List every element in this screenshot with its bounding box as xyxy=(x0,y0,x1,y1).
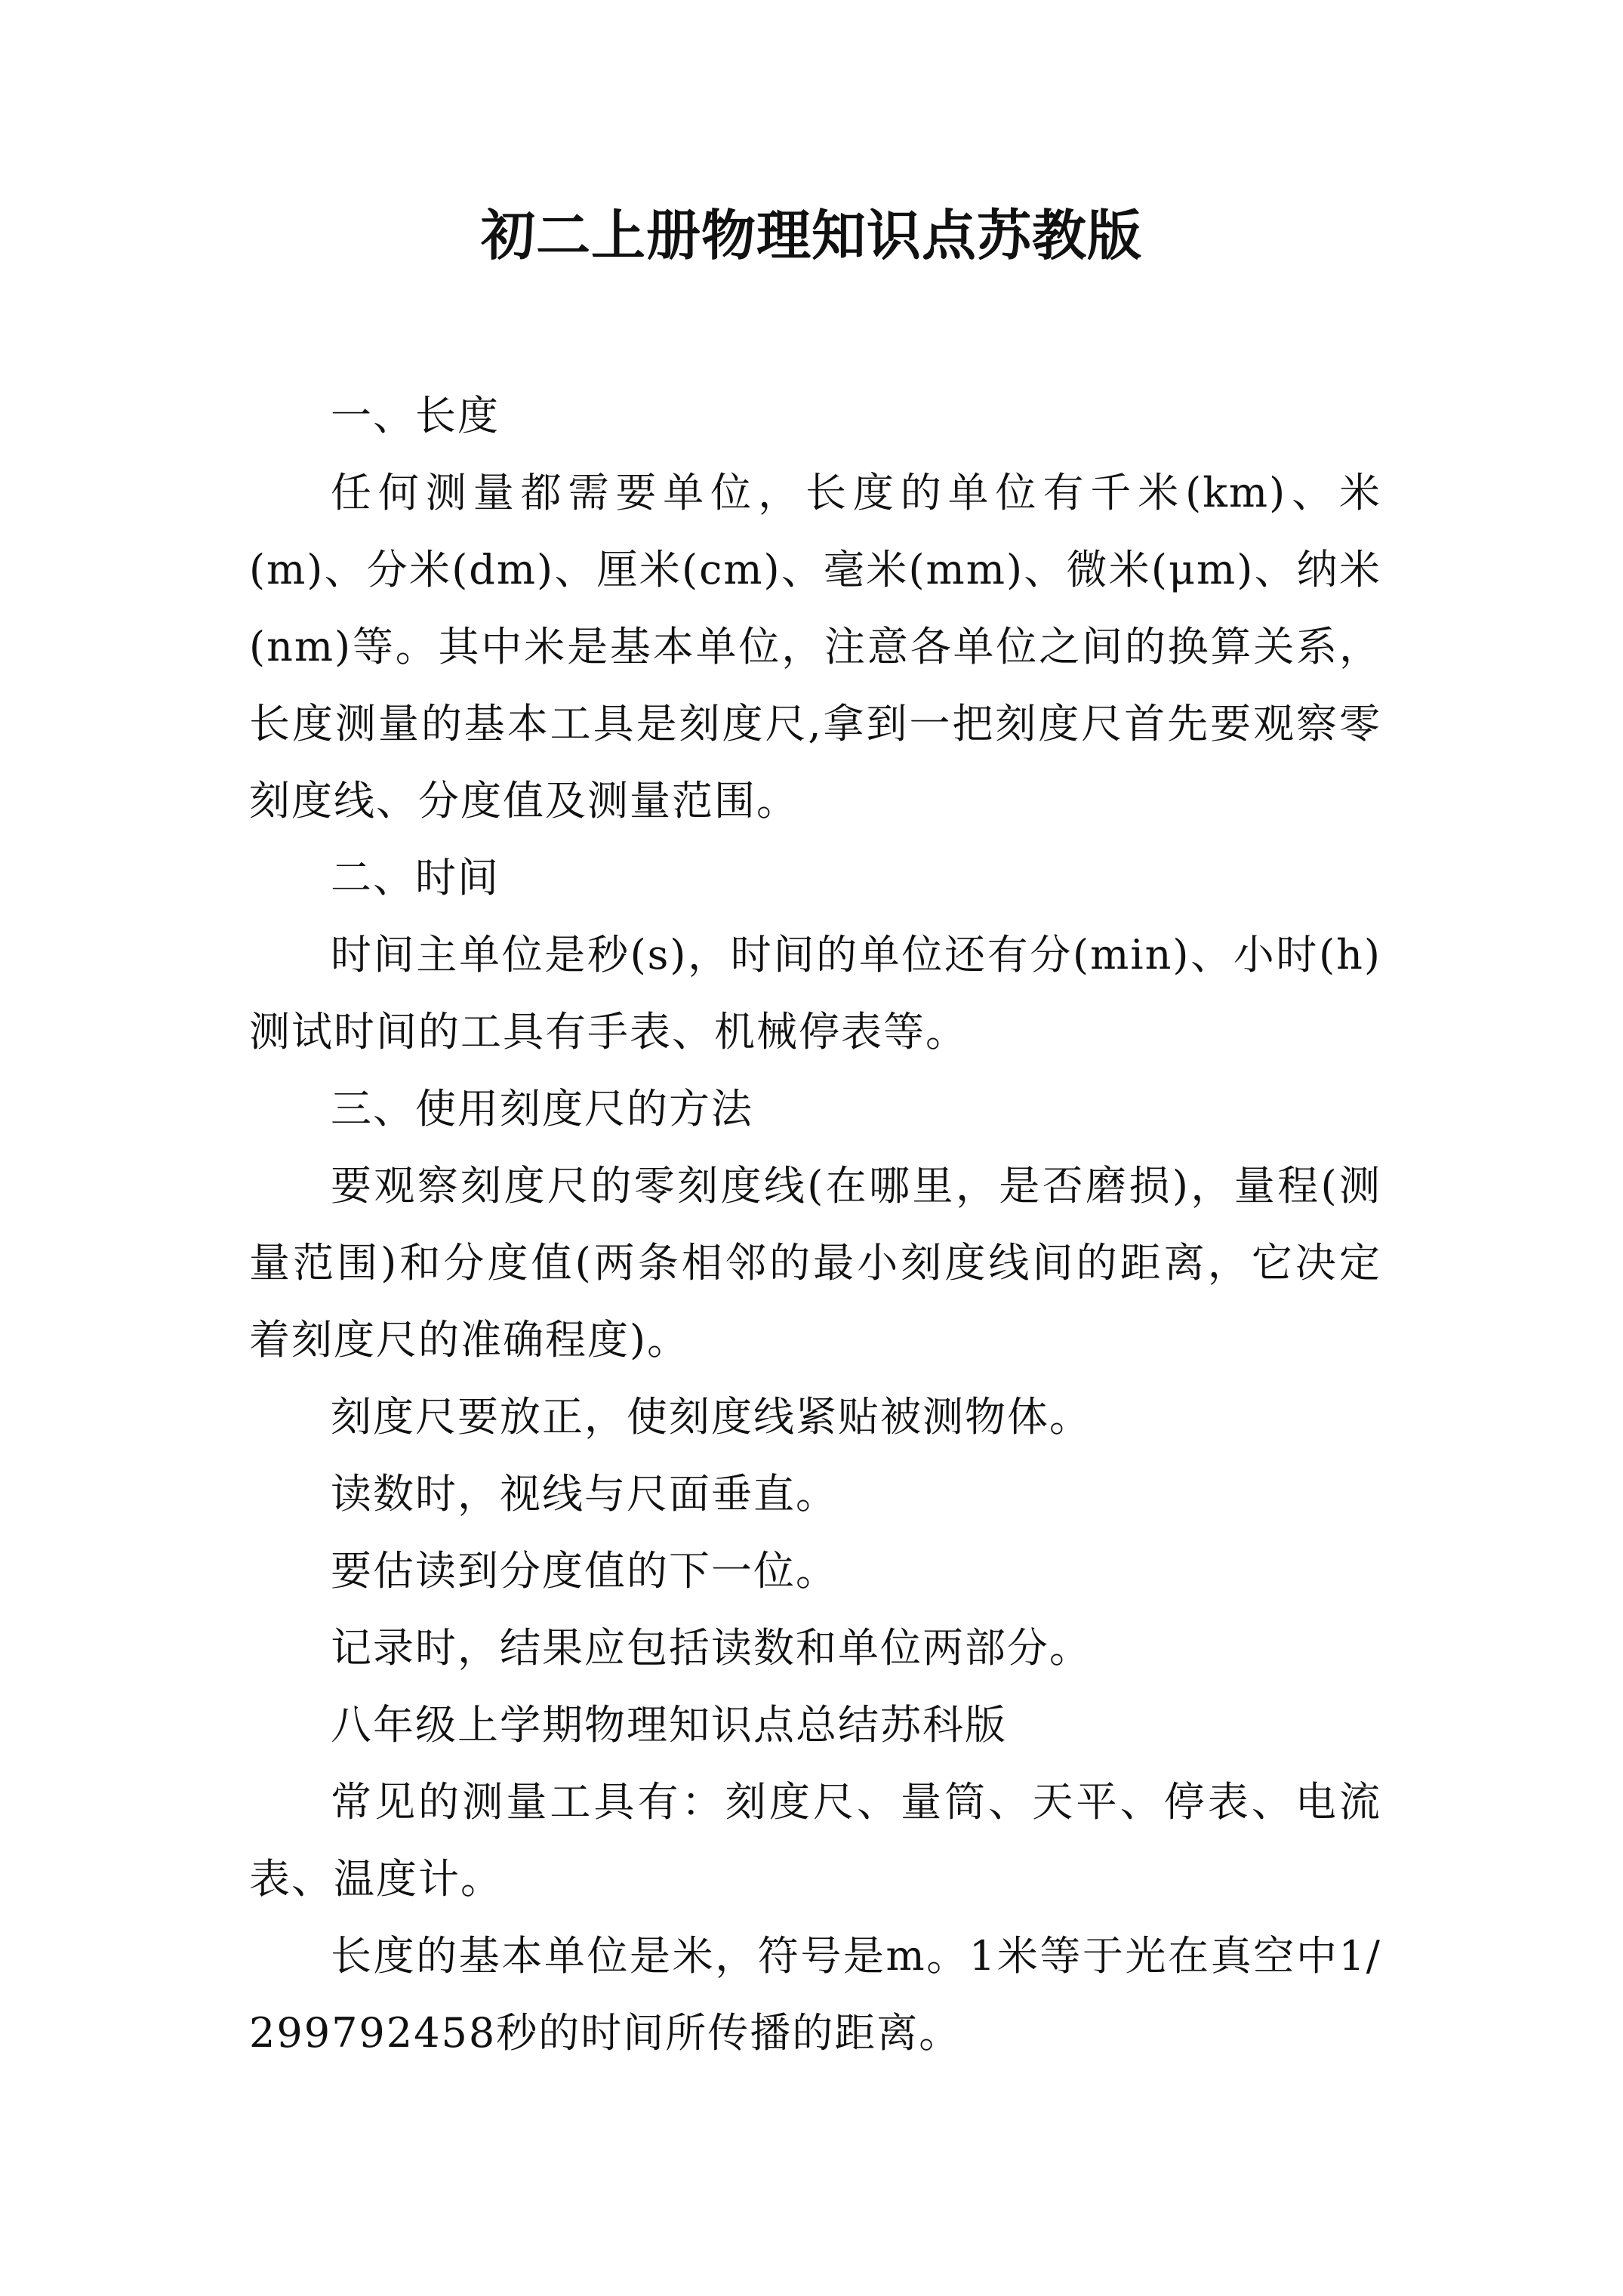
paragraph-ruler-estimate: 要估读到分度值的下一位。 xyxy=(331,1547,838,1595)
paragraph-ruler-record: 记录时，结果应包括读数和单位两部分。 xyxy=(331,1624,1092,1672)
document-body xyxy=(249,378,1381,2072)
section-heading-ruler-method: 三、使用刻度尺的方法 xyxy=(331,1085,753,1133)
paragraph-meter-definition: 长度的基本单位是米，符号是m。1米等于光在真空中1/299792458秒的时间所传播的距离。 xyxy=(249,1932,1381,2057)
document-title: 初二上册物理知识点苏教版 xyxy=(480,203,1142,267)
paragraph-time-units: 时间主单位是秒(s)，时间的单位还有分(min)、小时(h)测试时间的工具有手表、机械停表等。 xyxy=(249,931,1381,1056)
paragraph-measuring-tools: 常见的测量工具有：刻度尺、量筒、天平、停表、电流表、温度计。 xyxy=(249,1778,1381,1903)
section-heading-time: 二、时间 xyxy=(331,854,500,901)
section-heading-length: 一、长度 xyxy=(331,392,500,439)
section-heading-summary: 八年级上学期物理知识点总结苏科版 xyxy=(331,1701,1007,1749)
paragraph-ruler-place: 刻度尺要放正，使刻度线紧贴被测物体。 xyxy=(331,1393,1092,1441)
paragraph-ruler-read: 读数时，视线与尺面垂直。 xyxy=(331,1470,838,1518)
paragraph-length-units: 任何测量都需要单位，长度的单位有千米(km)、米(m)、分米(dm)、厘米(cm)、毫米(mm)、微米(μm)、纳米(nm)等。其中米是基本单位，注意各单位之间的换算关系，长度测量的基本工具是刻度尺,拿到一把刻度尺首先要观察零刻度线、分度值及测量范围。 xyxy=(249,469,1381,824)
paragraph-ruler-observe: 要观察刻度尺的零刻度线(在哪里，是否磨损)，量程(测量范围)和分度值(两条相邻的最小刻度线间的距离，它决定着刻度尺的准确程度)。 xyxy=(249,1162,1381,1364)
